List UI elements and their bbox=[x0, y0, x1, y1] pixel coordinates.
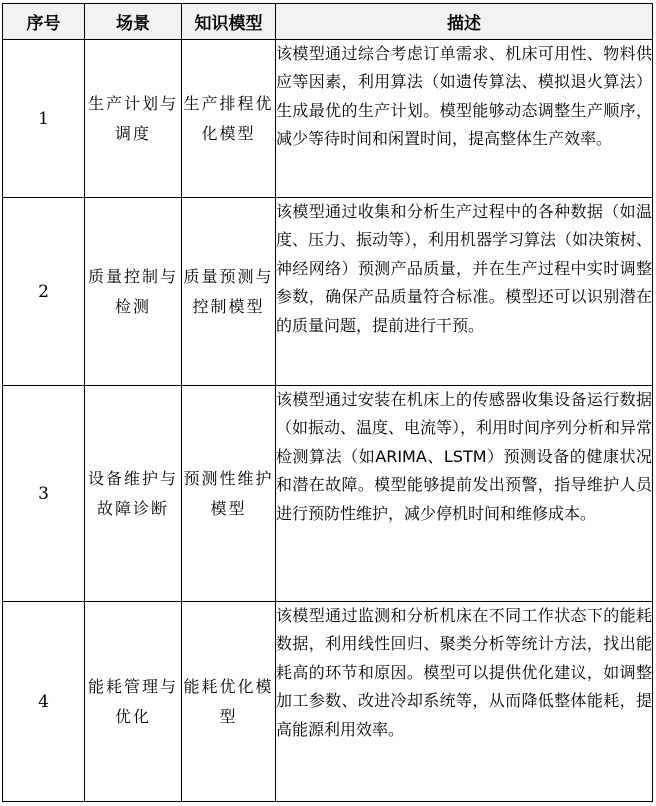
row-index: 3 bbox=[3, 386, 85, 602]
row-description: 该模型通过监测和分析机床在不同工作状态下的能耗数据，利用线性回归、聚类分析等统计方法，找出能耗高的环节和原因。模型可以提供优化建议，如调整加工参数、改进冷却系统等，从而降低整体能耗，提高能源利用效率。 bbox=[276, 602, 653, 802]
row-description: 该模型通过收集和分析生产过程中的各种数据（如温度、压力、振动等），利用机器学习算法（如决策树、神经网络）预测产品质量，并在生产过程中实时调整参数，确保产品质量符合标准。模型还可以识别潜在的质量问题，提前进行干预。 bbox=[276, 198, 653, 386]
table-row bbox=[3, 198, 653, 386]
table-row bbox=[3, 602, 653, 802]
table-row bbox=[3, 386, 653, 602]
row-description: 该模型通过综合考虑订单需求、机床可用性、物料供应等因素，利用算法（如遗传算法、模拟退火算法）生成最优的生产计划。模型能够动态调整生产顺序，减少等待时间和闲置时间，提高整体生产效率。 bbox=[276, 40, 653, 198]
header-row bbox=[3, 4, 653, 40]
row-scene: 设备维护与故障诊断 bbox=[85, 386, 182, 602]
row-model: 质量预测与控制模型 bbox=[182, 198, 276, 386]
row-model: 生产排程优化模型 bbox=[182, 40, 276, 198]
row-index: 2 bbox=[3, 198, 85, 386]
row-model: 能耗优化模型 bbox=[182, 602, 276, 802]
header-description: 描述 bbox=[276, 4, 653, 40]
row-description: 该模型通过安装在机床上的传感器收集设备运行数据（如振动、温度、电流等），利用时间序列分析和异常检测算法（如ARIMA、LSTM）预测设备的健康状况和潜在故障。模型能够提前发出预警，指导维护人员进行预防性维护，减少停机时间和维修成本。 bbox=[276, 386, 653, 602]
header-scene: 场景 bbox=[85, 4, 182, 40]
row-model: 预测性维护模型 bbox=[182, 386, 276, 602]
knowledge-model-table bbox=[2, 3, 653, 802]
table-row bbox=[3, 40, 653, 198]
row-index: 1 bbox=[3, 40, 85, 198]
row-scene: 生产计划与调度 bbox=[85, 40, 182, 198]
row-scene: 能耗管理与优化 bbox=[85, 602, 182, 802]
row-index: 4 bbox=[3, 602, 85, 802]
row-scene: 质量控制与检测 bbox=[85, 198, 182, 386]
header-model: 知识模型 bbox=[182, 4, 276, 40]
header-index: 序号 bbox=[3, 4, 85, 40]
